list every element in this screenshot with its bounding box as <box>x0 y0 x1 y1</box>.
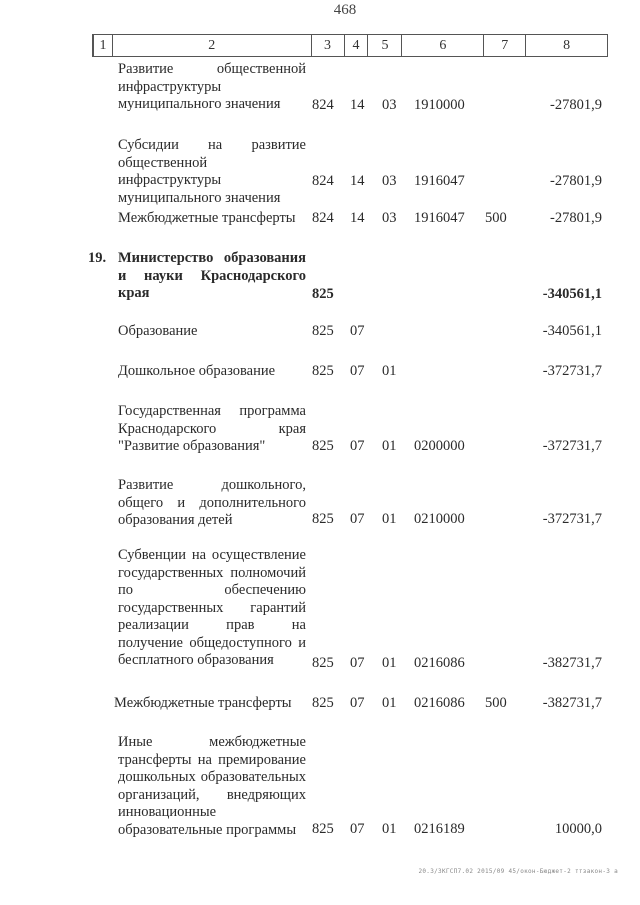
row-target-article: 0200000 <box>414 438 465 454</box>
row-section: 07 <box>350 438 365 454</box>
header-col-5: 5 <box>368 35 402 56</box>
row-ministry-code: 825 <box>312 655 334 671</box>
table-row <box>0 403 640 463</box>
row-target-article: 0210000 <box>414 511 465 527</box>
row-ministry-code: 825 <box>312 363 334 379</box>
header-col-8: 8 <box>563 38 571 53</box>
table-row <box>0 61 640 121</box>
row-amount: -382731,7 <box>542 655 602 671</box>
row-section: 07 <box>350 511 365 527</box>
row-subsection: 01 <box>382 821 397 837</box>
row-section: 07 <box>350 695 365 711</box>
page-number: 468 <box>333 2 357 18</box>
row-expense-type: 500 <box>485 695 507 711</box>
row-ministry-code: 824 <box>312 173 334 189</box>
row-ministry-code: 825 <box>312 695 334 711</box>
table-row <box>0 695 640 715</box>
row-name: Министерство образования и науки Краснодарского края <box>118 250 306 301</box>
row-subsection: 03 <box>382 173 397 189</box>
table-row <box>0 137 640 206</box>
header-col-7: 7 <box>484 35 526 56</box>
row-amount: -27801,9 <box>550 97 602 113</box>
table-row <box>0 323 640 343</box>
row-amount: -372731,7 <box>542 511 602 527</box>
table-header <box>92 34 608 57</box>
row-target-article: 0216086 <box>414 695 465 711</box>
row-ministry-code: 824 <box>312 97 334 113</box>
document-footer-code: 20.3/ЗКГСП7.02 2015/09 45/окон-Бюджет-2 ттзакон-3 а <box>418 868 618 875</box>
row-ministry-code: 825 <box>312 438 334 454</box>
row-ministry-code: 825 <box>312 323 334 339</box>
row-amount: -382731,7 <box>542 695 602 711</box>
table-row <box>0 734 640 844</box>
row-target-article: 1916047 <box>414 210 465 226</box>
row-name: Иные межбюджетные трансферты на премирование дошкольных образовательных организаций, внедряющих инновационные образовательные программы <box>118 734 306 838</box>
row-target-article: 1916047 <box>414 173 465 189</box>
row-name: Развитие общественной инфраструктуры муниципального значения <box>118 61 306 112</box>
row-amount: -372731,7 <box>542 363 602 379</box>
row-subsection: 01 <box>382 363 397 379</box>
row-ministry-code: 825 <box>312 821 334 837</box>
row-section: 07 <box>350 655 365 671</box>
row-amount: -340561,1 <box>542 286 602 302</box>
row-name: Межбюджетные трансферты <box>118 210 296 226</box>
row-section: 07 <box>350 323 365 339</box>
row-amount: -27801,9 <box>550 210 602 226</box>
row-section: 07 <box>350 821 365 837</box>
row-section: 14 <box>350 210 365 226</box>
row-subsection: 01 <box>382 438 397 454</box>
row-name: Государственная программа Краснодарского края "Развитие образования" <box>118 403 306 454</box>
row-name: Межбюджетные трансферты <box>114 695 292 711</box>
row-amount: -340561,1 <box>542 323 602 339</box>
row-section: 07 <box>350 363 365 379</box>
row-expense-type: 500 <box>485 210 507 226</box>
row-subsection: 03 <box>382 210 397 226</box>
header-col-1: 1 <box>94 35 113 56</box>
table-row <box>0 250 640 310</box>
header-col-6: 6 <box>402 35 484 56</box>
table-row <box>0 477 640 537</box>
row-name: Образование <box>118 323 198 339</box>
table-row <box>0 363 640 383</box>
header-col-4: 4 <box>345 35 369 56</box>
row-amount: -372731,7 <box>542 438 602 454</box>
row-subsection: 01 <box>382 655 397 671</box>
row-amount: 10000,0 <box>554 821 602 837</box>
row-section: 14 <box>350 173 365 189</box>
row-ministry-code: 825 <box>312 511 334 527</box>
header-col-3: 3 <box>312 35 345 56</box>
row-name: Субсидии на развитие общественной инфраструктуры муниципального значения <box>118 137 306 206</box>
row-name: Субвенции на осуществление государственных полномочий по обеспечению государственных гарантий реализации прав на получение общедоступного и бесплатного образования <box>118 547 306 668</box>
row-target-article: 0216189 <box>414 821 465 837</box>
row-subsection: 03 <box>382 97 397 113</box>
row-subsection: 01 <box>382 511 397 527</box>
row-section: 14 <box>350 97 365 113</box>
row-subsection: 01 <box>382 695 397 711</box>
row-ministry-code: 824 <box>312 210 334 226</box>
row-target-article: 0216086 <box>414 655 465 671</box>
row-ministry-code: 825 <box>312 286 334 302</box>
table-row <box>0 210 640 230</box>
row-target-article: 1910000 <box>414 97 465 113</box>
row-name: Дошкольное образование <box>118 363 276 379</box>
table-row <box>0 547 640 677</box>
header-col-2: 2 <box>113 35 312 56</box>
row-amount: -27801,9 <box>550 173 602 189</box>
row-name: Развитие дошкольного, общего и дополнительного образования детей <box>118 477 306 528</box>
row-number: 19. <box>88 250 107 266</box>
